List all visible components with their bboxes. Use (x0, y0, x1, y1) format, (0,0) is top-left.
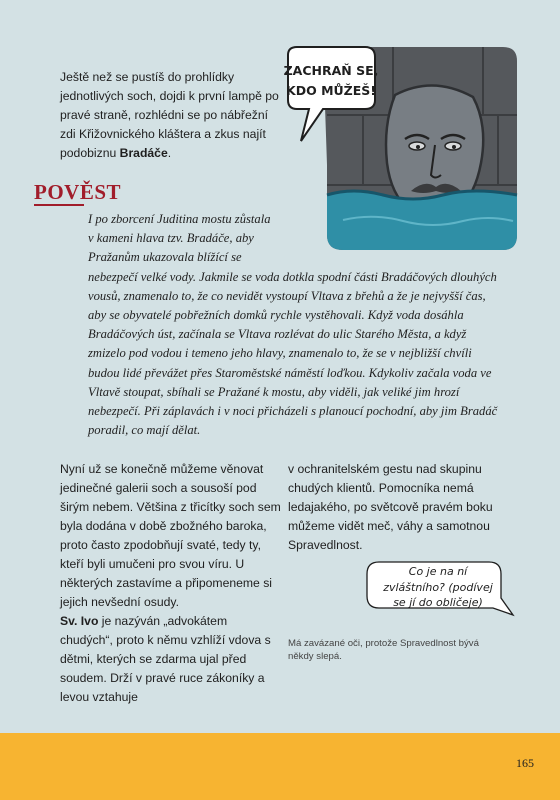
speech-line-1: ZACHRAŇ SE, (283, 63, 379, 78)
continued-paragraph: v ochranitelském gestu nad skupinu chudých klientů. Pomocníka nemá ledajakého, po světcově pravém boku můžeme vidět meč, váhy a samotnou Spravedlnost. (288, 462, 493, 552)
legend-rest: nebezpečí velké vody. Jakmile se voda dotkla spodní části Bradáčových dlouhých vousů, znamenalo to, že co nevidět vystoupí Vltava z břehů a že je nejvyšší čas, aby se obyvatelé pobřežních domků rychle vystěhovali. Když voda dosáhla Bradáčových úst, začínala se Vltava rozlévat do ulic Starého Města, a když zmizelo pod vodou i temeno jeho hlavy, znamenalo to, že se v nejbližší chvíli budou lidé převážet přes Staroměstské náměstí loďkou. Kdykoliv začala voda ve Vltavě stoupat, sbíhali se Pražané k mostu, aby viděli, jak veliké jim hrozí nebezpečí. Při záplavách i v noci přicházeli s planoucí pochodní, aby jim Bradáč poradil, co mají dělat. (88, 269, 498, 438)
intro-paragraph (60, 68, 282, 163)
question-line-1: Co je na ní (408, 565, 468, 578)
statues-paragraph: Nyní už se konečně můžeme věnovat jedinečné galerii soch a sousoší pod širým nebem. Většina z třicítky soch sem byla dodána v době zbožného baroka, proto často zpodobňují svaté, tedy ty, kteří byli umučeni pro svou víru. U některých zastavíme a připomeneme si jejich nevšední osudy. (60, 462, 281, 609)
legend-line-3: Pražanům ukazovala blížící se (88, 250, 242, 265)
heading-underline (34, 204, 84, 206)
page-number: 165 (516, 756, 534, 770)
intro-text: Ještě než se pustíš do prohlídky jednotlivých soch, dojdi k první lampě po pravé straně, rozhlédni se po nábřežní zdi Křižovnického kláštera a zkus najít podobiznu (60, 70, 279, 160)
left-column (60, 460, 282, 707)
speech-line-2: KDO MŮŽEŠ! (286, 83, 376, 98)
question-line-3: se jí do obličeje) (393, 596, 483, 609)
legend-heading: POVĚST (34, 180, 122, 204)
question-text (373, 564, 503, 611)
footer-band (0, 733, 560, 800)
intro-bold-name: Bradáče (119, 146, 168, 160)
question-bubble (365, 560, 515, 620)
ivo-paragraph (60, 612, 282, 707)
right-column (288, 460, 523, 555)
legend-text (88, 210, 503, 440)
ivo-text: je nazýván „advokátem chudých“, proto k němu vzhlíží vdova s dětmi, kterých se zdarma ujal před soudem. Drží v pravé ruce zákoníky a levou vztahuje (60, 614, 271, 704)
legend-line-2: v kameni hlava tzv. Bradáče, aby (88, 231, 254, 246)
intro-end: . (167, 146, 172, 160)
question-line-2: zvláštního? (podívej (383, 580, 493, 594)
answer-caption: Má zavázané oči, protože Spravedlnost bývá někdy slepá. (288, 638, 479, 662)
ivo-name: Sv. Ivo (60, 614, 99, 628)
legend-line-1: I po zborcení Juditina mostu zůstala (88, 212, 271, 226)
